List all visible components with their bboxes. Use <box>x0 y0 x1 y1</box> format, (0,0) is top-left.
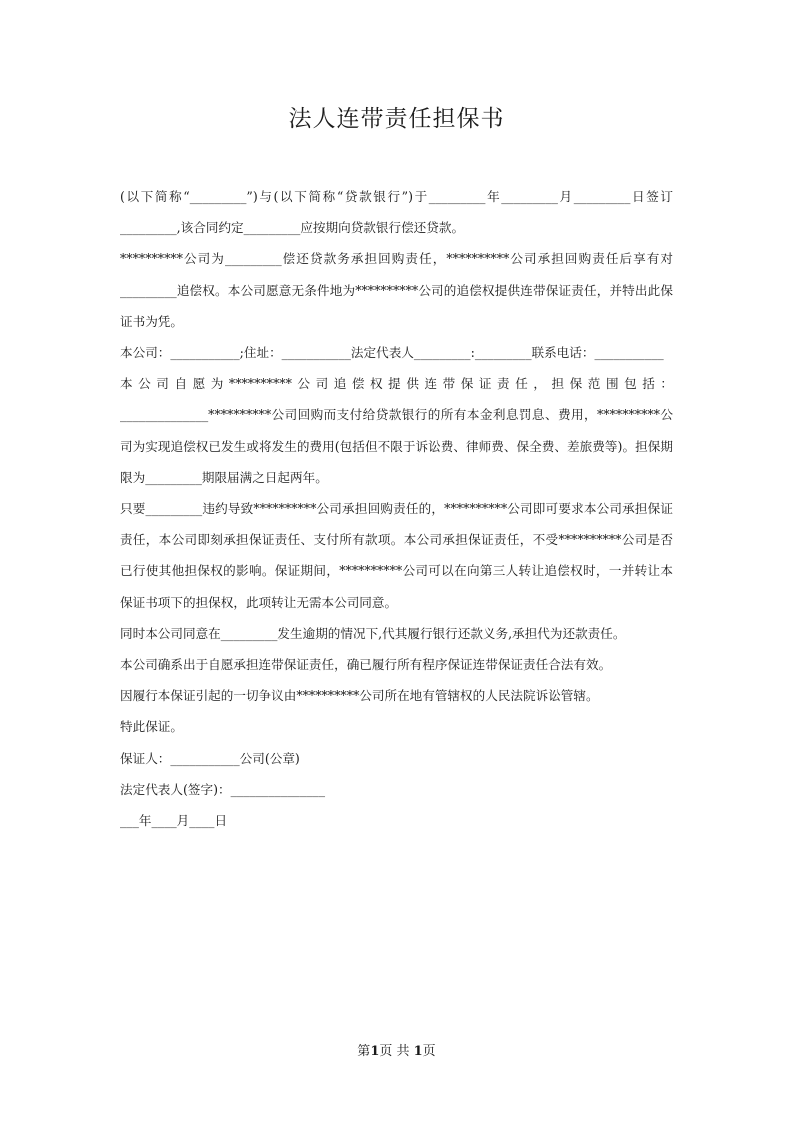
page-footer <box>0 1040 793 1059</box>
paragraph-contract-intro: (以下简称“_________”)与(以下简称“贷款银行”)于_________年_________月_________日签订_________,该合同约定_________应按期向贷款银行偿还贷款。 <box>120 189 673 236</box>
paragraph-repurchase-liability: **********公司为_________偿还贷款务承担回购责任，**********公司承担回购责任后享有对_________追偿权。本公司愿意无条件地为**********公司的追偿权提供连带保证责任，并特出此保证书为凭。 <box>120 251 673 329</box>
footer-total-pages: 1 <box>413 1044 423 1059</box>
paragraph-jurisdiction: 因履行本保证引起的一切争议由**********公司所在地有管辖权的人民法院诉讼管辖。 <box>120 688 599 704</box>
footer-middle: 页 共 <box>379 1044 414 1059</box>
paragraph-overdue-clause: 同时本公司同意在_________发生逾期的情况下,代其履行银行还款义务,承担代为还款责任。 <box>120 625 626 641</box>
signature-legal-representative: 法定代表人(签字)：_______________ <box>120 781 326 797</box>
document-body <box>120 181 673 836</box>
signature-guarantor: 保证人：___________公司(公章) <box>120 750 300 766</box>
footer-prefix: 第 <box>357 1044 371 1059</box>
paragraph-closing: 特此保证。 <box>120 719 183 735</box>
signature-date: ___年____月____日 <box>120 813 228 829</box>
document-title: 法人连带责任担保书 <box>288 106 505 132</box>
footer-suffix: 页 <box>422 1044 436 1059</box>
paragraph-voluntary-statement: 本公司确系出于自愿承担连带保证责任，确已履行所有程序保证连带保证责任合法有效。 <box>120 657 612 673</box>
footer-page-number: 1 <box>370 1044 380 1059</box>
paragraph-default-clause: 只要_________违约导致**********公司承担回购责任的，**********公司即可要求本公司承担保证责任，本公司即刻承担保证责任、支付所有款项。本公司承担保证责任，不受**********公司是否已行使其他担保权的影响。保证期间，**********公司可以在向第三人转让追偿权时，一并转让本保证书项下的担保权，此项转让无需本公司同意。 <box>120 501 673 610</box>
paragraph-company-info: 本公司：___________;住址：___________法定代表人_________:_________联系电话：___________ <box>120 345 664 361</box>
paragraph-guarantee-scope: 本公司自愿为**********公司追偿权提供连带保证责任，担保范围包括：______________**********公司回购而支付给贷款银行的所有本金利息罚息、费用，**********公司为实现追偿权已发生或将发生的费用(包括但不限于诉讼费、律师费、保全费、差旅费等)。担保期限为_________期限届满之日起两年。 <box>120 376 673 485</box>
